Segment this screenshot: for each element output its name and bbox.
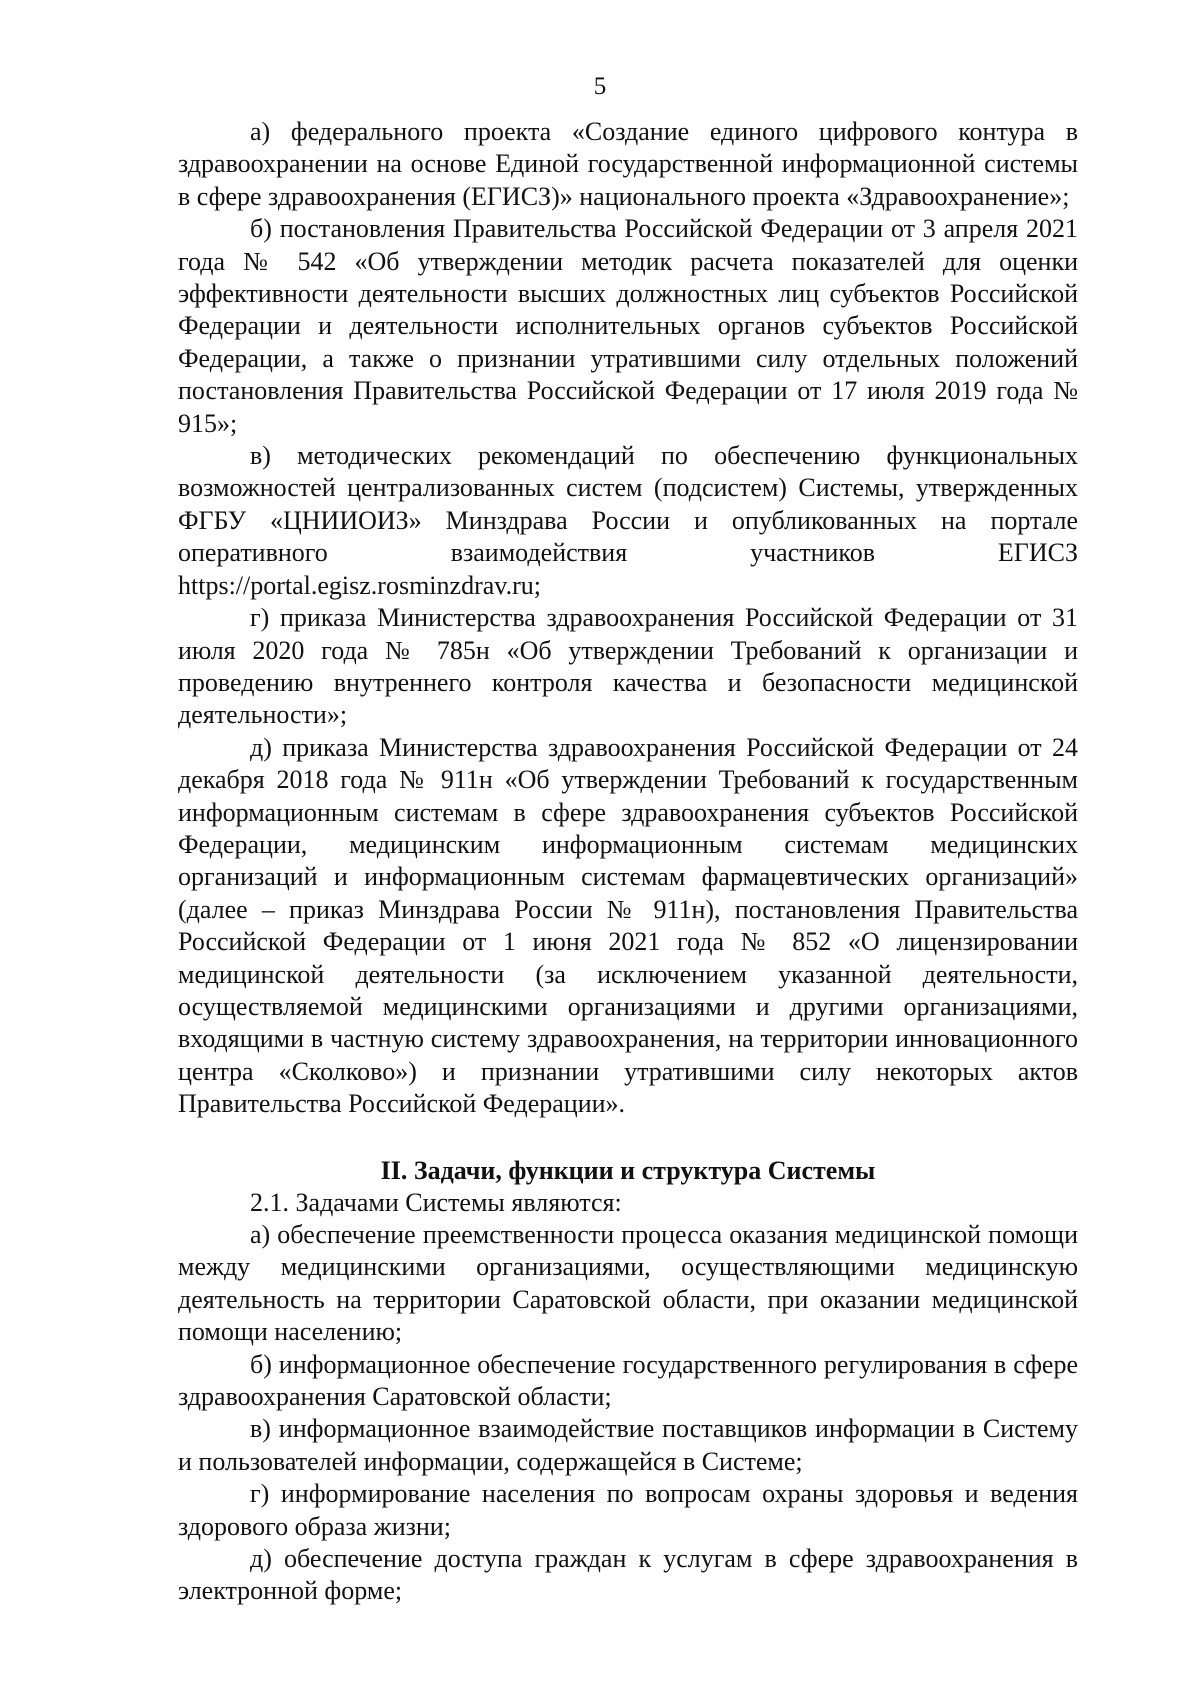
paragraph-task-g: г) информирование населения по вопросам охраны здоровья и ведения здорового образа жизни; xyxy=(178,1479,1078,1541)
paragraph-item-d-order-911n: д) приказа Министерства здравоохранения Российской Федерации от 24 декабря 2018 года № 911н «Об утверждении Требований к государственным информационным системам в сфере здравоохранения субъектов Российской Федерации, медицинским информационным системам медицинских организаций и информационным системам фармацевтических организаций» (далее – приказ Минздрава России № 911н), постановления Правительства Российской Федерации от 1 июня 2021 года № 852 «О лицензировании медицинской деятельности (за исключением указанной деятельности, осуществляемой медицинскими организациями и другими организациями, входящими в частную систему здравоохранения, на территории инновационного центра «Сколково») и признании утратившими силу некоторых актов Правительства Российской Федерации». xyxy=(178,732,1078,1119)
section-heading: II. Задачи, функции и структура Системы xyxy=(380,1155,876,1185)
paragraph-item-g-order-785n: г) приказа Министерства здравоохранения Российской Федерации от 31 июля 2020 года № 785н «Об утверждении Требований к организации и проведению внутреннего контроля качества и безопасности медицинской деятельности»; xyxy=(178,603,1078,730)
paragraph-item-a-project: а) федерального проекта «Создание единого цифрового контура в здравоохранении на основе Единой государственной информационной системы в сфере здравоохранения (ЕГИСЗ)» национального проекта «Здравоохранение»; xyxy=(178,117,1078,211)
page-number: 5 xyxy=(593,73,607,100)
paragraph-item-v-guidelines: в) методических рекомендаций по обеспечению функциональных возможностей централизованных систем (подсистем) Системы, утвержденных ФГБУ «ЦНИИОИЗ» Минздрава России и опубликованных на портале оперативного взаимодействия участников ЕГИСЗ https://portal.egisz.rosminzdrav.ru; xyxy=(178,441,1078,600)
paragraph-task-b: б) информационное обеспечение государственного регулирования в сфере здравоохранения Саратовской области; xyxy=(178,1349,1078,1412)
paragraph-tasks-intro: 2.1. Задачами Системы являются: xyxy=(250,1187,622,1217)
paragraph-task-v: в) информационное взаимодействие поставщиков информации в Систему и пользователей информации, содержащейся в Системе; xyxy=(178,1414,1078,1476)
paragraph-task-a: а) обеспечение преемственности процесса оказания медицинской помощи между медицинскими организациями, осуществляющими медицинскую деятельность на территории Саратовской области, при оказании медицинской помощи населению; xyxy=(178,1220,1078,1347)
paragraph-item-b-decree-542: б) постановления Правительства Российской Федерации от 3 апреля 2021 года № 542 «Об утверждении методик расчета показателей для оценки эффективности деятельности высших должностных лиц субъектов Российской Федерации и деятельности исполнительных органов субъектов Российской Федерации, а также о признании утратившими силу отдельных положений постановления Правительства Российской Федерации от 17 июля 2019 года № 915»; xyxy=(178,214,1078,438)
paragraph-task-d: д) обеспечение доступа граждан к услугам в сфере здравоохранения в электронной форме; xyxy=(178,1544,1078,1606)
document-body xyxy=(178,116,1078,1608)
